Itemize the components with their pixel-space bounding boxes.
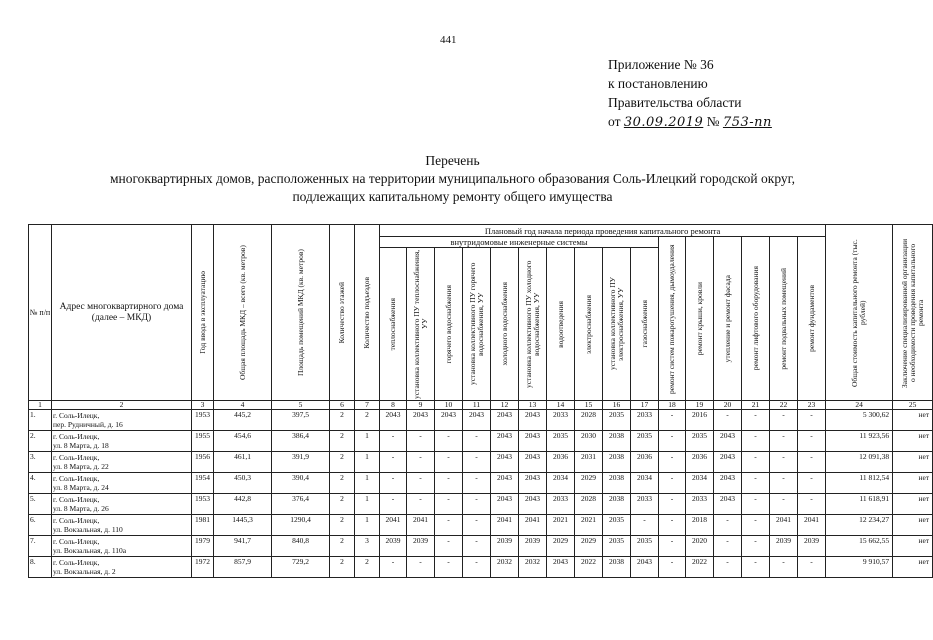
- row-number: 2.: [29, 431, 52, 452]
- address-city: г. Соль-Илецк,: [53, 516, 100, 525]
- row-address: [52, 515, 192, 536]
- header-engineering: внутридомовые инженерные системы: [380, 237, 659, 248]
- address-street: ул. Вокзальная, д. 110: [53, 525, 123, 534]
- column-number-cell: 16: [603, 401, 631, 410]
- row-address: [52, 473, 192, 494]
- cell-cost: 11 618,91: [826, 494, 893, 515]
- handwritten-number: 753-пп: [722, 115, 772, 130]
- column-number-cell: 3: [192, 401, 214, 410]
- from-label: от: [608, 114, 621, 129]
- cell-c14: 2033: [547, 410, 575, 431]
- column-number-cell: 7: [355, 401, 380, 410]
- cell-c22: -: [770, 452, 798, 473]
- document-subtitle-2: подлежащих капитальному ремонту общего имущества: [292, 189, 613, 204]
- cell-conclusion: нет: [893, 536, 933, 557]
- cell-c18: -: [659, 452, 686, 473]
- row-address: [52, 557, 192, 578]
- cell-floors: 2: [330, 473, 355, 494]
- cell-entr: 1: [355, 494, 380, 515]
- cell-c8: 2043: [380, 410, 407, 431]
- cell-c23: 2039: [798, 536, 826, 557]
- cell-c11: -: [463, 515, 491, 536]
- cell-c19: 2020: [686, 536, 714, 557]
- cell-c17: 2033: [631, 494, 659, 515]
- cell-c15: 2031: [575, 452, 603, 473]
- address-city: г. Соль-Илецк,: [53, 453, 100, 462]
- document-subtitle-1: многоквартирных домов, расположенных на территории муниципального образования Соль-Илецкий городской округ,: [109, 171, 796, 186]
- cell-c17: 2043: [631, 557, 659, 578]
- appendix-block: [608, 55, 772, 132]
- cell-c8: -: [380, 494, 407, 515]
- cell-c21: -: [742, 431, 770, 452]
- header-basement: ремонт подвальных помещений: [770, 237, 798, 401]
- cell-c15: 2028: [575, 410, 603, 431]
- header-gas: газоснабжения: [631, 248, 659, 401]
- cell-c8: 2041: [380, 515, 407, 536]
- cell-cost: 12 234,27: [826, 515, 893, 536]
- cell-c21: -: [742, 536, 770, 557]
- cell-c18: -: [659, 410, 686, 431]
- address-city: г. Соль-Илецк,: [53, 537, 100, 546]
- address-city: г. Соль-Илецк,: [53, 495, 100, 504]
- cell-c14: 2043: [547, 557, 575, 578]
- cell-cost: 15 662,55: [826, 536, 893, 557]
- cell-c20: -: [714, 515, 742, 536]
- row-number: 8.: [29, 557, 52, 578]
- header-conclusion: Заключение специализированной организации о необходимости проведения капитального ремонта: [893, 225, 933, 401]
- cell-cost: 11 923,56: [826, 431, 893, 452]
- header-cost: Общая стоимость капитального ремонта (тыс. рублей): [826, 225, 893, 401]
- cell-year: 1953: [192, 494, 214, 515]
- cell-c13: 2043: [519, 494, 547, 515]
- cell-c22: -: [770, 557, 798, 578]
- row-number: 1.: [29, 410, 52, 431]
- header-planned-year: Плановый год начала периода проведения капитального ремонта: [380, 225, 826, 237]
- cell-total: 1445,3: [214, 515, 272, 536]
- cell-premises: 391,9: [272, 452, 330, 473]
- cell-entr: 1: [355, 473, 380, 494]
- cell-c12: 2039: [491, 536, 519, 557]
- cell-floors: 2: [330, 515, 355, 536]
- table-row: [29, 557, 933, 578]
- cell-c18: -: [659, 473, 686, 494]
- cell-c15: 2030: [575, 431, 603, 452]
- cell-c20: -: [714, 410, 742, 431]
- cell-c14: 2029: [547, 536, 575, 557]
- address-street: ул. Вокзальная, д. 2: [53, 567, 116, 576]
- cell-c13: 2039: [519, 536, 547, 557]
- cell-c22: -: [770, 494, 798, 515]
- column-number-cell: 11: [463, 401, 491, 410]
- number-label: №: [706, 114, 720, 129]
- column-number-cell: 18: [659, 401, 686, 410]
- header-elevator: ремонт лифтового оборудования: [742, 237, 770, 401]
- cell-cost: 12 091,38: [826, 452, 893, 473]
- row-number: 5.: [29, 494, 52, 515]
- cell-c14: 2036: [547, 452, 575, 473]
- cell-c9: 2043: [407, 410, 435, 431]
- cell-floors: 2: [330, 410, 355, 431]
- cell-premises: 376,4: [272, 494, 330, 515]
- header-electricity: электроснабжения: [575, 248, 603, 401]
- document-title: Перечень: [425, 153, 480, 168]
- cell-c13: 2043: [519, 431, 547, 452]
- cell-floors: 2: [330, 452, 355, 473]
- cell-c21: -: [742, 515, 770, 536]
- column-number-cell: 17: [631, 401, 659, 410]
- address-street: ул. 8 Марта, д. 26: [53, 504, 109, 513]
- table-row: [29, 536, 933, 557]
- cell-c19: 2034: [686, 473, 714, 494]
- cell-c12: 2032: [491, 557, 519, 578]
- cell-c9: -: [407, 494, 435, 515]
- cell-c22: -: [770, 410, 798, 431]
- cell-c19: 2036: [686, 452, 714, 473]
- cell-conclusion: нет: [893, 473, 933, 494]
- page-number: 441: [440, 34, 457, 46]
- cell-c18: -: [659, 536, 686, 557]
- cell-c10: -: [435, 431, 463, 452]
- column-number-cell: 14: [547, 401, 575, 410]
- cell-c21: -: [742, 452, 770, 473]
- cell-c16: 2038: [603, 431, 631, 452]
- cell-c11: -: [463, 431, 491, 452]
- cell-c11: -: [463, 494, 491, 515]
- cell-year: 1979: [192, 536, 214, 557]
- column-number-cell: 20: [714, 401, 742, 410]
- cell-premises: 1290,4: [272, 515, 330, 536]
- cell-entr: 1: [355, 431, 380, 452]
- cell-c20: 2043: [714, 431, 742, 452]
- header-address: Адрес многоквартирного дома (далее – МКД): [52, 225, 192, 401]
- cell-conclusion: нет: [893, 410, 933, 431]
- table-row: [29, 494, 933, 515]
- cell-cost: 9 910,57: [826, 557, 893, 578]
- row-address: [52, 410, 192, 431]
- cell-c23: -: [798, 410, 826, 431]
- cell-c9: -: [407, 473, 435, 494]
- appendix-line-3: Правительства области: [608, 95, 742, 110]
- cell-c10: -: [435, 494, 463, 515]
- cell-c22: -: [770, 473, 798, 494]
- cell-premises: 386,4: [272, 431, 330, 452]
- header-heat-meter: установка коллективного ПУ теплоснабжения, УУ: [407, 248, 435, 401]
- column-number-cell: 25: [893, 401, 933, 410]
- cell-c9: -: [407, 452, 435, 473]
- column-number-cell: 1: [29, 401, 52, 410]
- cell-c16: 2035: [603, 536, 631, 557]
- cell-c16: 2038: [603, 494, 631, 515]
- cell-c9: 2039: [407, 536, 435, 557]
- cell-conclusion: нет: [893, 515, 933, 536]
- cell-c9: 2041: [407, 515, 435, 536]
- row-address: [52, 536, 192, 557]
- cell-c14: 2033: [547, 494, 575, 515]
- cell-c9: -: [407, 557, 435, 578]
- header-drainage: водоотведения: [547, 248, 575, 401]
- column-number-cell: 23: [798, 401, 826, 410]
- cell-c12: 2041: [491, 515, 519, 536]
- header-year: Год ввода в эксплуатацию: [192, 225, 214, 401]
- cell-conclusion: нет: [893, 494, 933, 515]
- cell-c10: -: [435, 515, 463, 536]
- address-city: г. Соль-Илецк,: [53, 432, 100, 441]
- column-number-cell: 21: [742, 401, 770, 410]
- cell-c10: -: [435, 536, 463, 557]
- cell-c10: -: [435, 473, 463, 494]
- cell-c10: 2043: [435, 410, 463, 431]
- cell-total: 442,8: [214, 494, 272, 515]
- cell-floors: 2: [330, 494, 355, 515]
- cell-c14: 2021: [547, 515, 575, 536]
- cell-entr: 3: [355, 536, 380, 557]
- cell-total: 454,6: [214, 431, 272, 452]
- cell-c9: -: [407, 431, 435, 452]
- cell-c11: -: [463, 536, 491, 557]
- address-street: ул. Вокзальная, д. 110а: [53, 546, 127, 555]
- cell-c20: -: [714, 536, 742, 557]
- cell-c12: 2043: [491, 410, 519, 431]
- cell-c8: 2039: [380, 536, 407, 557]
- header-premises-area: Площадь помещений МКД (кв. метров): [272, 225, 330, 401]
- cell-year: 1954: [192, 473, 214, 494]
- cell-c8: -: [380, 452, 407, 473]
- cell-c15: 2029: [575, 536, 603, 557]
- header-fire: ремонт систем пожаротушения, дымоудаления: [659, 237, 686, 401]
- cell-year: 1955: [192, 431, 214, 452]
- cell-premises: 390,4: [272, 473, 330, 494]
- header-heating: теплоснабжения: [380, 248, 407, 401]
- cell-c23: -: [798, 557, 826, 578]
- cell-c15: 2029: [575, 473, 603, 494]
- header-floors: Количество этажей: [330, 225, 355, 401]
- column-number-cell: 8: [380, 401, 407, 410]
- table-header: [29, 225, 933, 410]
- table-row: [29, 452, 933, 473]
- header-hot-water-meter: установка коллективного ПУ горячего водоснабжения, УУ: [463, 248, 491, 401]
- cell-c15: 2028: [575, 494, 603, 515]
- address-street: ул. 8 Марта, д. 24: [53, 483, 109, 492]
- cell-c17: 2035: [631, 536, 659, 557]
- column-number-cell: 2: [52, 401, 192, 410]
- cell-premises: 729,2: [272, 557, 330, 578]
- header-electricity-meter: установка коллективного ПУ электроснабжения, УУ: [603, 248, 631, 401]
- cell-c23: 2041: [798, 515, 826, 536]
- cell-c16: 2038: [603, 473, 631, 494]
- cell-c20: 2043: [714, 452, 742, 473]
- handwritten-date: 30.09.2019: [623, 115, 704, 130]
- row-number: 4.: [29, 473, 52, 494]
- cell-entr: 1: [355, 515, 380, 536]
- cell-c17: 2033: [631, 410, 659, 431]
- address-city: г. Соль-Илецк,: [53, 411, 100, 420]
- cell-c11: 2043: [463, 410, 491, 431]
- cell-conclusion: нет: [893, 452, 933, 473]
- cell-floors: 2: [330, 557, 355, 578]
- cell-c15: 2021: [575, 515, 603, 536]
- cell-premises: 840,8: [272, 536, 330, 557]
- cell-floors: 2: [330, 536, 355, 557]
- cell-c18: -: [659, 431, 686, 452]
- header-foundation: ремонт фундаментов: [798, 237, 826, 401]
- column-number-cell: 15: [575, 401, 603, 410]
- cell-c16: 2035: [603, 515, 631, 536]
- cell-premises: 397,5: [272, 410, 330, 431]
- cell-c17: -: [631, 515, 659, 536]
- column-number-cell: 24: [826, 401, 893, 410]
- address-street: ул. 8 Марта, д. 18: [53, 441, 109, 450]
- cell-entr: 2: [355, 557, 380, 578]
- cell-c18: -: [659, 557, 686, 578]
- cell-c13: 2032: [519, 557, 547, 578]
- cell-c16: 2035: [603, 410, 631, 431]
- cell-total: 857,9: [214, 557, 272, 578]
- cell-total: 450,3: [214, 473, 272, 494]
- cell-c12: 2043: [491, 494, 519, 515]
- cell-c11: -: [463, 473, 491, 494]
- cell-conclusion: нет: [893, 557, 933, 578]
- cell-c23: -: [798, 452, 826, 473]
- cell-c17: 2036: [631, 452, 659, 473]
- cell-total: 941,7: [214, 536, 272, 557]
- cell-c21: -: [742, 473, 770, 494]
- cell-c14: 2035: [547, 431, 575, 452]
- cell-c8: -: [380, 473, 407, 494]
- row-number: 3.: [29, 452, 52, 473]
- cell-conclusion: нет: [893, 431, 933, 452]
- header-facade: утепление и ремонт фасада: [714, 237, 742, 401]
- cell-year: 1956: [192, 452, 214, 473]
- table-row: [29, 431, 933, 452]
- table-row: [29, 515, 933, 536]
- cell-c20: 2043: [714, 473, 742, 494]
- cell-c19: 2035: [686, 431, 714, 452]
- row-address: [52, 431, 192, 452]
- appendix-line-1: Приложение № 36: [608, 57, 714, 72]
- buildings-table: [28, 224, 933, 578]
- cell-c23: -: [798, 473, 826, 494]
- cell-c19: 2016: [686, 410, 714, 431]
- appendix-line-4: [608, 112, 772, 132]
- cell-c23: -: [798, 494, 826, 515]
- cell-c18: -: [659, 515, 686, 536]
- table-row: [29, 410, 933, 431]
- cell-c13: 2043: [519, 410, 547, 431]
- cell-c17: 2034: [631, 473, 659, 494]
- column-number-cell: 13: [519, 401, 547, 410]
- column-number-cell: 19: [686, 401, 714, 410]
- column-number-cell: 12: [491, 401, 519, 410]
- cell-c13: 2041: [519, 515, 547, 536]
- column-number-cell: 6: [330, 401, 355, 410]
- cell-entr: 2: [355, 410, 380, 431]
- cell-c13: 2043: [519, 473, 547, 494]
- header-roof: ремонт крыши, кровли: [686, 237, 714, 401]
- cell-c12: 2043: [491, 452, 519, 473]
- row-address: [52, 494, 192, 515]
- cell-c22: 2041: [770, 515, 798, 536]
- cell-c15: 2022: [575, 557, 603, 578]
- cell-total: 445,2: [214, 410, 272, 431]
- cell-c11: -: [463, 452, 491, 473]
- cell-total: 461,1: [214, 452, 272, 473]
- cell-cost: 5 300,62: [826, 410, 893, 431]
- cell-c23: -: [798, 431, 826, 452]
- cell-c19: 2033: [686, 494, 714, 515]
- cell-year: 1981: [192, 515, 214, 536]
- header-cold-water: холодного водоснабжения: [491, 248, 519, 401]
- header-cold-water-meter: установка коллективного ПУ холодного водоснабжения, УУ: [519, 248, 547, 401]
- column-number-cell: 10: [435, 401, 463, 410]
- cell-c11: -: [463, 557, 491, 578]
- cell-floors: 2: [330, 431, 355, 452]
- cell-c21: -: [742, 557, 770, 578]
- cell-c8: -: [380, 557, 407, 578]
- cell-c8: -: [380, 431, 407, 452]
- header-total-area: Общая площадь МКД – всего (кв. метров): [214, 225, 272, 401]
- cell-c12: 2043: [491, 473, 519, 494]
- cell-year: 1972: [192, 557, 214, 578]
- cell-c13: 2043: [519, 452, 547, 473]
- cell-c16: 2038: [603, 557, 631, 578]
- cell-cost: 11 812,54: [826, 473, 893, 494]
- cell-entr: 1: [355, 452, 380, 473]
- column-number-cell: 5: [272, 401, 330, 410]
- cell-c19: 2022: [686, 557, 714, 578]
- header-np: № п/п: [29, 225, 52, 401]
- address-street: ул. 8 Марта, д. 22: [53, 462, 109, 471]
- column-numbers-row: [29, 401, 933, 410]
- address-city: г. Соль-Илецк,: [53, 558, 100, 567]
- cell-c20: 2043: [714, 494, 742, 515]
- header-entrances: Количество подъездов: [355, 225, 380, 401]
- table-row: [29, 473, 933, 494]
- cell-c22: 2039: [770, 536, 798, 557]
- cell-c20: -: [714, 557, 742, 578]
- column-number-cell: 4: [214, 401, 272, 410]
- row-address: [52, 452, 192, 473]
- cell-c21: -: [742, 410, 770, 431]
- address-street: пер. Рудничный, д. 16: [53, 420, 123, 429]
- row-number: 6.: [29, 515, 52, 536]
- cell-year: 1953: [192, 410, 214, 431]
- cell-c19: 2018: [686, 515, 714, 536]
- cell-c17: 2035: [631, 431, 659, 452]
- cell-c22: -: [770, 431, 798, 452]
- cell-c21: -: [742, 494, 770, 515]
- row-number: 7.: [29, 536, 52, 557]
- cell-c18: -: [659, 494, 686, 515]
- appendix-line-2: к постановлению: [608, 76, 708, 91]
- cell-c12: 2043: [491, 431, 519, 452]
- column-number-cell: 9: [407, 401, 435, 410]
- column-number-cell: 22: [770, 401, 798, 410]
- address-city: г. Соль-Илецк,: [53, 474, 100, 483]
- table-body: [29, 410, 933, 578]
- header-hot-water: горячего водоснабжения: [435, 248, 463, 401]
- cell-c16: 2038: [603, 452, 631, 473]
- cell-c10: -: [435, 557, 463, 578]
- cell-c14: 2034: [547, 473, 575, 494]
- cell-c10: -: [435, 452, 463, 473]
